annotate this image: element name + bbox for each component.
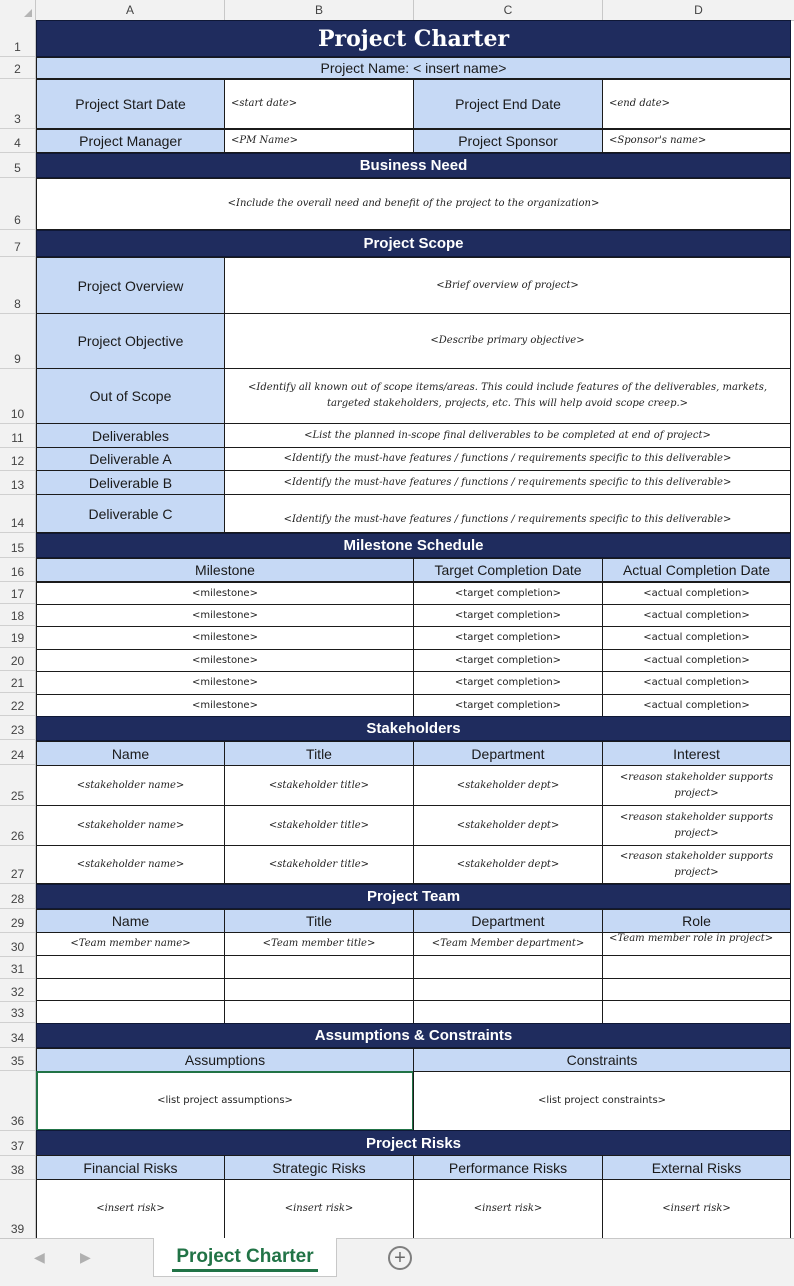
empty-cell[interactable] bbox=[602, 978, 791, 1001]
stakeholder-name-cell[interactable]: <stakeholder name> bbox=[36, 845, 225, 884]
milestone-cell[interactable]: <milestone> bbox=[36, 671, 414, 695]
target-completion-cell[interactable]: <target completion> bbox=[413, 604, 603, 627]
stakeholder-name-header[interactable]: Name bbox=[36, 741, 225, 766]
column-header-c[interactable]: C bbox=[414, 0, 603, 20]
empty-cell[interactable] bbox=[36, 955, 225, 979]
team-member-role-cell[interactable]: <Team member role in project> bbox=[602, 932, 791, 956]
actual-completion-cell[interactable]: <actual completion> bbox=[602, 604, 791, 627]
assumptions-header[interactable]: Assumptions bbox=[36, 1048, 414, 1072]
end-date-label[interactable]: Project End Date bbox=[413, 79, 603, 129]
empty-cell[interactable] bbox=[224, 1000, 414, 1024]
scope-label[interactable]: Deliverable A bbox=[36, 447, 225, 471]
row-number[interactable]: 23 bbox=[0, 716, 35, 740]
business-need-heading[interactable]: Business Need bbox=[36, 153, 791, 178]
stakeholder-title-cell[interactable]: <stakeholder title> bbox=[224, 845, 414, 884]
empty-cell[interactable] bbox=[413, 955, 603, 979]
milestone-schedule-heading[interactable]: Milestone Schedule bbox=[36, 533, 791, 558]
row-number[interactable]: 4 bbox=[0, 129, 35, 153]
start-date-value[interactable]: <start date> bbox=[224, 79, 414, 129]
external-risks-header[interactable]: External Risks bbox=[602, 1155, 791, 1180]
milestone-cell[interactable]: <milestone> bbox=[36, 604, 414, 627]
row-number[interactable]: 7 bbox=[0, 230, 35, 257]
row-number[interactable]: 32 bbox=[0, 979, 35, 1002]
row-number[interactable]: 1 bbox=[0, 20, 35, 57]
prev-sheet-icon[interactable]: ◀ bbox=[34, 1249, 45, 1265]
actual-completion-cell[interactable]: <actual completion> bbox=[602, 626, 791, 650]
row-number[interactable]: 9 bbox=[0, 314, 35, 369]
column-header-a[interactable]: A bbox=[36, 0, 225, 20]
row-number[interactable]: 19 bbox=[0, 626, 35, 648]
row-number[interactable]: 30 bbox=[0, 933, 35, 957]
target-completion-cell[interactable]: <target completion> bbox=[413, 582, 603, 605]
financial-risks-header[interactable]: Financial Risks bbox=[36, 1155, 225, 1180]
row-number[interactable]: 10 bbox=[0, 369, 35, 424]
row-number[interactable]: 17 bbox=[0, 582, 35, 604]
row-number[interactable]: 24 bbox=[0, 740, 35, 765]
constraints-header[interactable]: Constraints bbox=[413, 1048, 791, 1072]
stakeholder-name-cell[interactable]: <stakeholder name> bbox=[36, 805, 225, 846]
row-number[interactable]: 12 bbox=[0, 448, 35, 471]
stakeholders-heading[interactable]: Stakeholders bbox=[36, 716, 791, 741]
row-header-bar bbox=[0, 20, 36, 1238]
assumptions-constraints-heading[interactable]: Assumptions & Constraints bbox=[36, 1023, 791, 1048]
risk-cell[interactable]: <insert risk> bbox=[36, 1179, 225, 1238]
project-name-cell[interactable]: Project Name: < insert name> bbox=[36, 57, 791, 79]
empty-cell[interactable] bbox=[224, 978, 414, 1001]
risk-cell[interactable]: <insert risk> bbox=[224, 1179, 414, 1238]
scope-value[interactable]: <List the planned in-scope final deliverables to be completed at end of project> bbox=[224, 423, 791, 448]
empty-cell[interactable] bbox=[36, 1000, 225, 1024]
stakeholder-dept-cell[interactable]: <stakeholder dept> bbox=[413, 765, 603, 806]
empty-cell[interactable] bbox=[602, 1000, 791, 1024]
row-number[interactable]: 20 bbox=[0, 648, 35, 671]
team-name-header[interactable]: Name bbox=[36, 909, 225, 933]
row-number[interactable]: 31 bbox=[0, 957, 35, 979]
milestone-column-header[interactable]: Milestone bbox=[36, 558, 414, 582]
row-number[interactable]: 28 bbox=[0, 884, 35, 909]
actual-date-column-header[interactable]: Actual Completion Date bbox=[602, 558, 791, 582]
row-number[interactable]: 37 bbox=[0, 1131, 35, 1156]
row-number[interactable]: 5 bbox=[0, 153, 35, 178]
scope-value[interactable]: <Brief overview of project> bbox=[224, 257, 791, 314]
row-number[interactable]: 33 bbox=[0, 1002, 35, 1023]
actual-completion-cell[interactable]: <actual completion> bbox=[602, 694, 791, 717]
scope-label[interactable]: Deliverable C bbox=[36, 494, 225, 533]
stakeholder-dept-cell[interactable]: <stakeholder dept> bbox=[413, 805, 603, 846]
scope-label[interactable]: Deliverable B bbox=[36, 470, 225, 495]
row-number[interactable]: 34 bbox=[0, 1023, 35, 1048]
project-risks-heading[interactable]: Project Risks bbox=[36, 1130, 791, 1156]
team-member-title-cell[interactable]: <Team member title> bbox=[224, 932, 414, 956]
milestone-cell[interactable]: <milestone> bbox=[36, 649, 414, 672]
team-title-header[interactable]: Title bbox=[224, 909, 414, 933]
risk-cell[interactable]: <insert risk> bbox=[602, 1179, 791, 1238]
scope-label[interactable]: Deliverables bbox=[36, 423, 225, 448]
project-team-heading[interactable]: Project Team bbox=[36, 884, 791, 909]
row-number[interactable]: 38 bbox=[0, 1156, 35, 1180]
column-header-d[interactable]: D bbox=[694, 3, 703, 17]
team-department-header[interactable]: Department bbox=[413, 909, 603, 933]
stakeholder-title-cell[interactable]: <stakeholder title> bbox=[224, 805, 414, 846]
row-number[interactable]: 16 bbox=[0, 558, 35, 582]
stakeholder-interest-header[interactable]: Interest bbox=[602, 741, 791, 766]
row-number[interactable]: 26 bbox=[0, 806, 35, 846]
milestone-cell[interactable]: <milestone> bbox=[36, 626, 414, 650]
project-scope-heading[interactable]: Project Scope bbox=[36, 230, 791, 257]
actual-completion-cell[interactable]: <actual completion> bbox=[602, 671, 791, 695]
scope-value[interactable]: <Identify the must-have features / functions / requirements specific to this deliverable> bbox=[224, 447, 791, 471]
row-number[interactable]: 13 bbox=[0, 471, 35, 495]
target-completion-cell[interactable]: <target completion> bbox=[413, 671, 603, 695]
manager-value[interactable]: <PM Name> bbox=[224, 129, 414, 153]
target-completion-cell[interactable]: <target completion> bbox=[413, 626, 603, 650]
scope-label[interactable]: Project Overview bbox=[36, 257, 225, 314]
target-date-column-header[interactable]: Target Completion Date bbox=[413, 558, 603, 582]
row-number[interactable]: 18 bbox=[0, 604, 35, 626]
row-number[interactable]: 11 bbox=[0, 424, 35, 448]
add-sheet-icon[interactable]: + bbox=[388, 1246, 412, 1270]
column-header-bar bbox=[0, 0, 794, 21]
empty-cell[interactable] bbox=[602, 955, 791, 979]
target-completion-cell[interactable]: <target completion> bbox=[413, 694, 603, 717]
end-date-value[interactable]: <end date> bbox=[602, 79, 791, 129]
scope-value[interactable]: <Identify all known out of scope items/areas. This could include features of the deliverables, markets, targeted stakeholders, projects, etc. This will help avoid scope creep.> bbox=[224, 368, 791, 424]
column-header-b[interactable]: B bbox=[225, 0, 414, 20]
charter-title[interactable]: Project Charter bbox=[36, 20, 791, 57]
row-number[interactable]: 36 bbox=[0, 1071, 35, 1131]
row-number[interactable]: 22 bbox=[0, 693, 35, 716]
stakeholder-interest-cell[interactable]: <reason stakeholder supports project> bbox=[602, 805, 791, 846]
actual-completion-cell[interactable]: <actual completion> bbox=[602, 582, 791, 605]
row-number[interactable]: 27 bbox=[0, 846, 35, 884]
row-number[interactable]: 2 bbox=[0, 57, 35, 79]
sheet-tab-bar bbox=[0, 1238, 794, 1286]
scope-label[interactable]: Out of Scope bbox=[36, 368, 225, 424]
team-member-department-cell[interactable]: <Team Member department> bbox=[413, 932, 603, 956]
empty-cell[interactable] bbox=[224, 955, 414, 979]
stakeholder-title-header[interactable]: Title bbox=[224, 741, 414, 766]
row-number[interactable]: 25 bbox=[0, 765, 35, 806]
risk-cell[interactable]: <insert risk> bbox=[413, 1179, 603, 1238]
row-number[interactable]: 21 bbox=[0, 671, 35, 693]
team-member-name-cell[interactable]: <Team member name> bbox=[36, 932, 225, 956]
row-number[interactable]: 14 bbox=[0, 495, 35, 533]
stakeholder-interest-cell[interactable]: <reason stakeholder supports project> bbox=[602, 765, 791, 806]
performance-risks-header[interactable]: Performance Risks bbox=[413, 1155, 603, 1180]
scope-label[interactable]: Project Objective bbox=[36, 313, 225, 369]
stakeholder-department-header[interactable]: Department bbox=[413, 741, 603, 766]
scope-value[interactable]: <Identify the must-have features / functions / requirements specific to this deliverable> bbox=[224, 494, 791, 533]
stakeholder-dept-cell[interactable]: <stakeholder dept> bbox=[413, 845, 603, 884]
constraints-cell[interactable]: <list project constraints> bbox=[413, 1071, 791, 1131]
scope-value[interactable]: <Describe primary objective> bbox=[224, 313, 791, 369]
select-all-corner[interactable] bbox=[0, 0, 36, 20]
actual-completion-cell[interactable]: <actual completion> bbox=[602, 649, 791, 672]
milestone-cell[interactable]: <milestone> bbox=[36, 582, 414, 605]
sheet-tab-project-charter[interactable]: Project Charter bbox=[153, 1238, 337, 1277]
sponsor-label[interactable]: Project Sponsor bbox=[413, 129, 603, 153]
start-date-label[interactable]: Project Start Date bbox=[36, 79, 225, 129]
milestone-cell[interactable]: <milestone> bbox=[36, 694, 414, 717]
strategic-risks-header[interactable]: Strategic Risks bbox=[224, 1155, 414, 1180]
empty-cell[interactable] bbox=[413, 978, 603, 1001]
manager-label[interactable]: Project Manager bbox=[36, 129, 225, 153]
row-number[interactable]: 3 bbox=[0, 79, 35, 129]
sponsor-value[interactable]: <Sponsor's name> bbox=[602, 129, 791, 153]
row-number[interactable]: 35 bbox=[0, 1048, 35, 1071]
row-number[interactable]: 8 bbox=[0, 257, 35, 314]
stakeholder-title-cell[interactable]: <stakeholder title> bbox=[224, 765, 414, 806]
team-role-header[interactable]: Role bbox=[602, 909, 791, 933]
empty-cell[interactable] bbox=[413, 1000, 603, 1024]
stakeholder-interest-cell[interactable]: <reason stakeholder supports project> bbox=[602, 845, 791, 884]
row-number[interactable]: 29 bbox=[0, 909, 35, 933]
target-completion-cell[interactable]: <target completion> bbox=[413, 649, 603, 672]
empty-cell[interactable] bbox=[36, 978, 225, 1001]
business-need-text[interactable]: <Include the overall need and benefit of the project to the organization> bbox=[36, 178, 791, 230]
scope-value[interactable]: <Identify the must-have features / functions / requirements specific to this deliverable> bbox=[224, 470, 791, 495]
assumptions-cell[interactable]: <list project assumptions> bbox=[36, 1071, 414, 1131]
next-sheet-icon[interactable]: ▶ bbox=[80, 1249, 91, 1265]
row-number[interactable]: 6 bbox=[0, 178, 35, 230]
row-number[interactable]: 39 bbox=[10, 1222, 25, 1236]
stakeholder-name-cell[interactable]: <stakeholder name> bbox=[36, 765, 225, 806]
row-number[interactable]: 15 bbox=[0, 533, 35, 558]
